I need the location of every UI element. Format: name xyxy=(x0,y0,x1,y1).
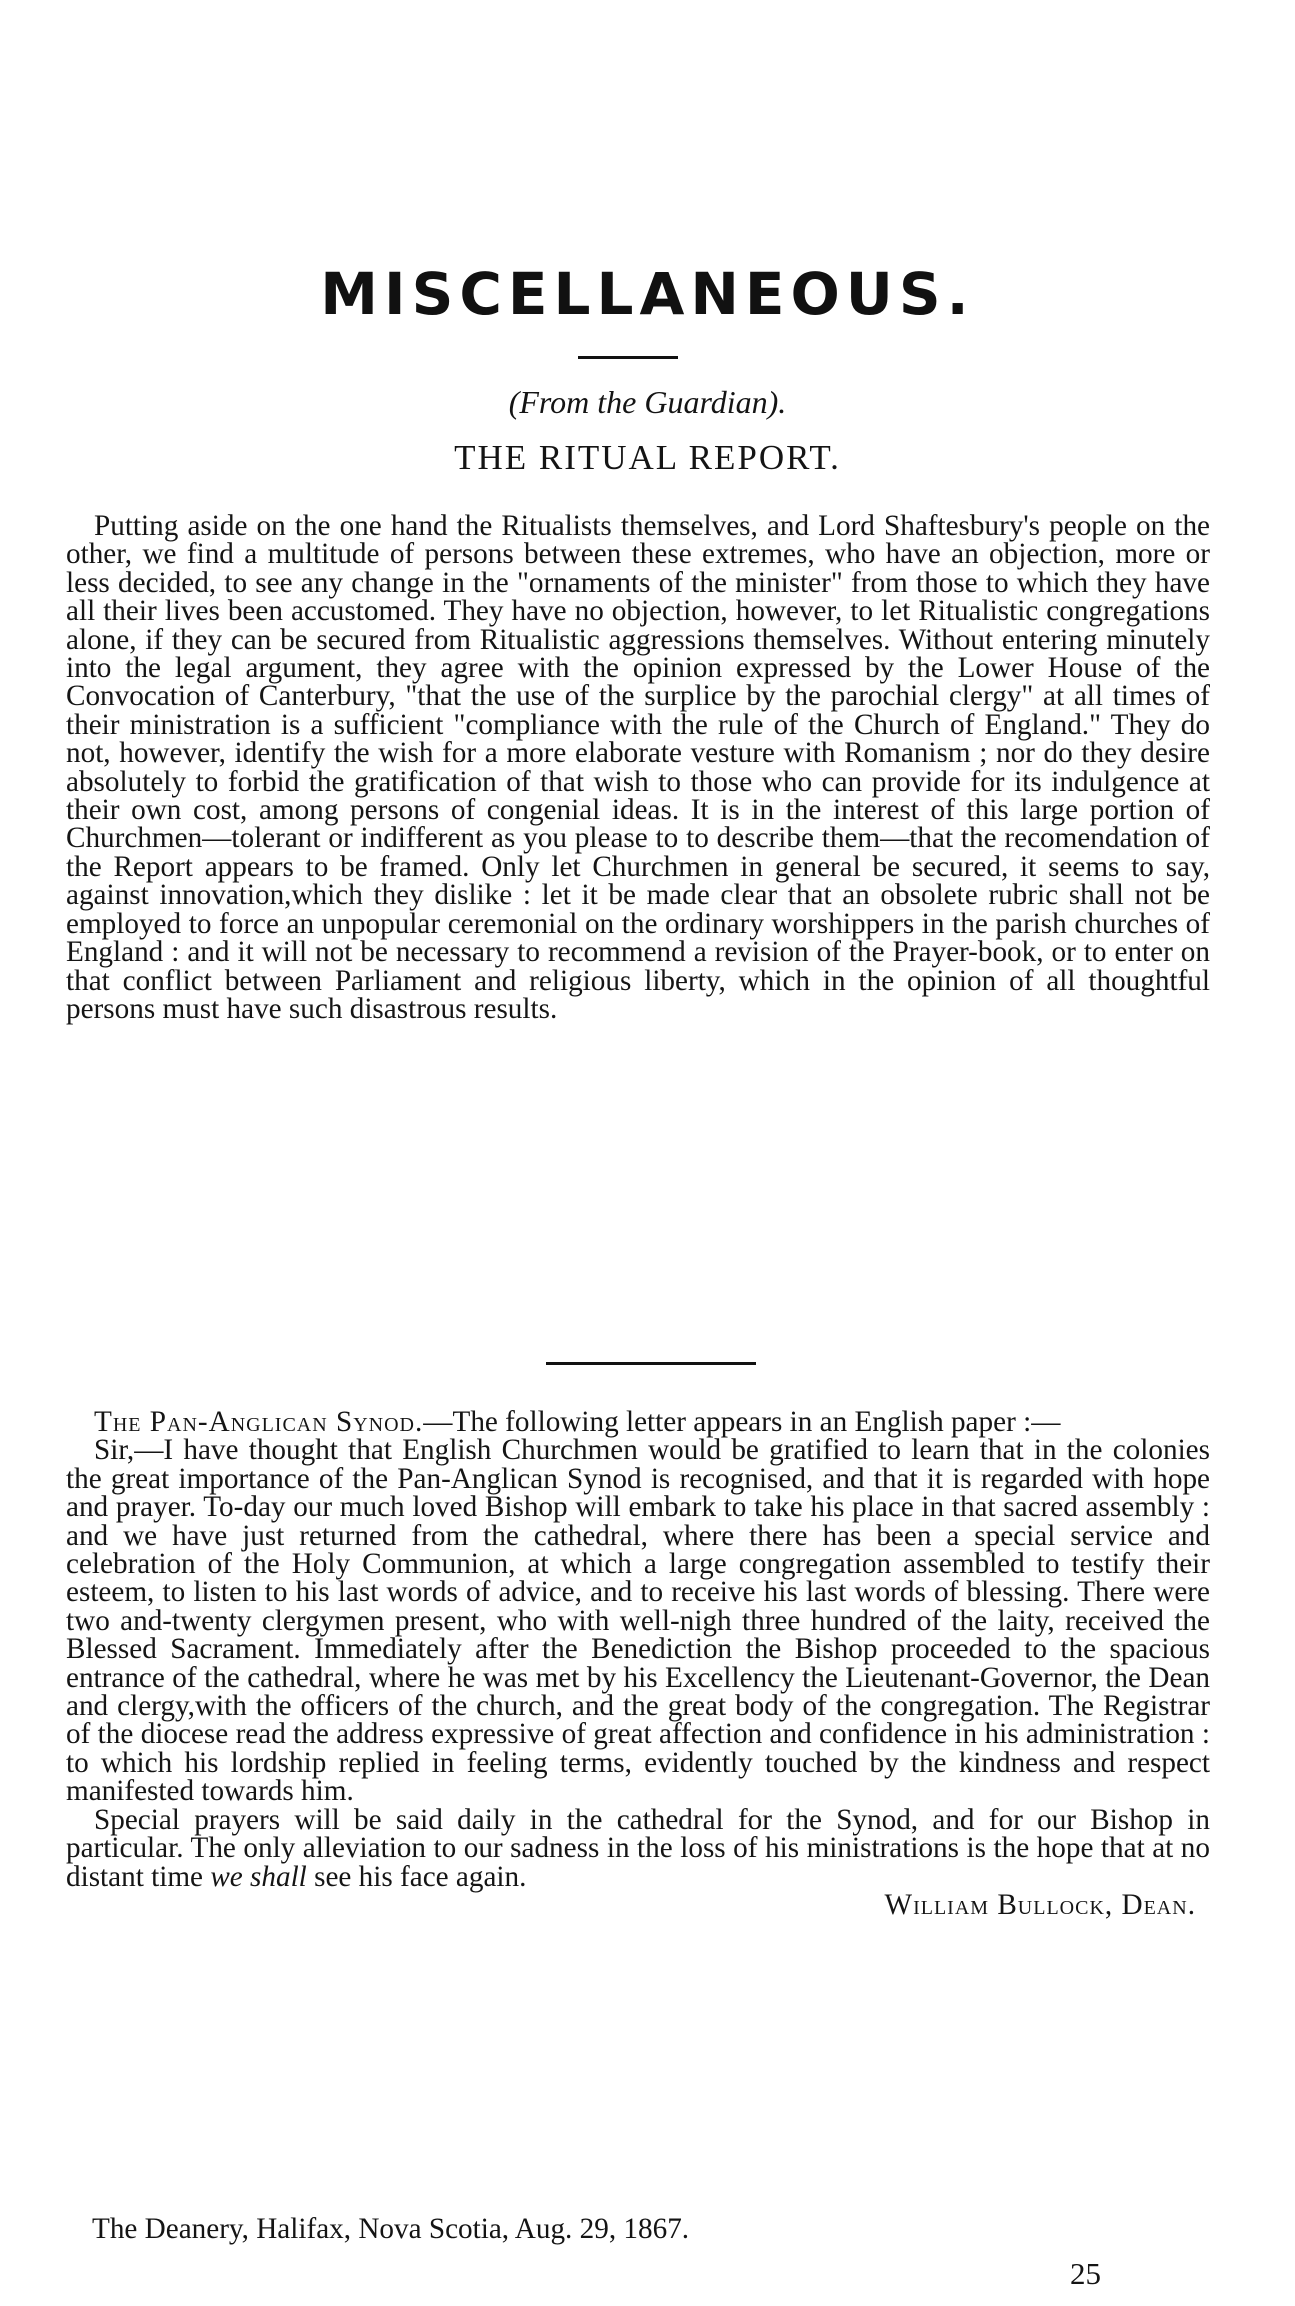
synod-lead-text: —The following letter appears in an English paper :— xyxy=(423,1406,1061,1438)
article-divider xyxy=(546,1362,756,1365)
synod-lead-title: The Pan-Anglican Synod. xyxy=(94,1406,424,1438)
ritual-report-body xyxy=(66,512,1210,1023)
section-heading: MISCELLANEOUS. xyxy=(320,260,975,328)
page-number: 25 xyxy=(1070,2256,1101,2291)
letter-p2-italic: we shall xyxy=(210,1860,307,1893)
heading-divider xyxy=(578,356,678,359)
source-attribution: (From the Guardian). xyxy=(508,384,787,420)
letter-p2-text-b: see his face again. xyxy=(306,1860,527,1893)
letter-paragraph-2 xyxy=(66,1803,1210,1893)
letter-paragraph-1: Sir,—I have thought that English Churchmen would be gratified to learn that in the colonies the great importance of the Pan-Anglican Synod is recognised, and that it is regarded with hope and prayer. To-day our much loved Bishop will embark to take his place in that sacred assembly : and we have just returned from the cathedral, where there has been a special service and celebration of the Holy Communion, at which a large congregation assembled to testify their esteem, to listen to his last words of advice, and to receive his last words of blessing. There were two and-twenty clergymen present, who with well-nigh three hundred of the laity, received the Blessed Sacrament. Immediately after the Benediction the Bishop proceeded to the spacious entrance of the cathedral, where he was met by his Excellency the Lieutenant-Governor, the Dean and clergy,with the officers of the church, and the great body of the congregation. The Registrar of the diocese read the address expressive of great affection and confidence in his administration : to which his lordship replied in feeling terms, evidently touched by the kindness and respect manifested towards him. xyxy=(66,1434,1210,1808)
letter-signature: William Bullock, Dean. xyxy=(884,1888,1196,1921)
synod-letter-body xyxy=(66,1408,1210,1919)
ritual-report-paragraph: Putting aside on the one hand the Ritualists themselves, and Lord Shaftesbury's people on the other, we find a multitude of persons between these extremes, who have an objection, more or less decided, to see any change in the "ornaments of the minister" from those to which they have all their lives been accustomed. They have no objection, however, to let Ritualistic congregations alone, if they can be secured from Ritualistic aggressions themselves. Without entering minutely into the legal argument, they agree with the opinion expressed by the Lower House of the Convocation of Canterbury, "that the use of the surplice by the parochial clergy" at all times of their ministration is a sufficient "compliance with the rule of the Church of England." They do not, however, identify the wish for a more elaborate vesture with Romanism ; nor do they desire absolutely to forbid the gratification of that wish to those who can provide for its indulgence at their own cost, among persons of congenial ideas. It is in the interest of this large portion of Churchmen—tolerant or indifferent as you please to to describe them—that the recomendation of the Report appears to be framed. Only let Churchmen in general be secured, it seems to say, against innovation,which they dislike : let it be made clear that an obsolete rubric shall not be employed to force an unpopular ceremonial on the ordinary worshippers in the parish churches of England : and it will not be necessary to recommend a revision of the Prayer-book, or to enter on that conflict between Parliament and religious liberty, which in the opinion of all thoughtful persons must have such disastrous results. xyxy=(66,510,1210,1025)
letter-dateline: The Deanery, Halifax, Nova Scotia, Aug. 29, 1867. xyxy=(92,2213,690,2245)
synod-lead xyxy=(66,1408,1210,1436)
article-title: THE RITUAL REPORT. xyxy=(454,438,841,477)
letter-p2-text-a: Special prayers will be said daily in the cathedral for the Synod, and for our Bishop in particular. The only alleviation to our sadness in the loss of his ministrations is the hope that at no distant time xyxy=(66,1803,1210,1893)
